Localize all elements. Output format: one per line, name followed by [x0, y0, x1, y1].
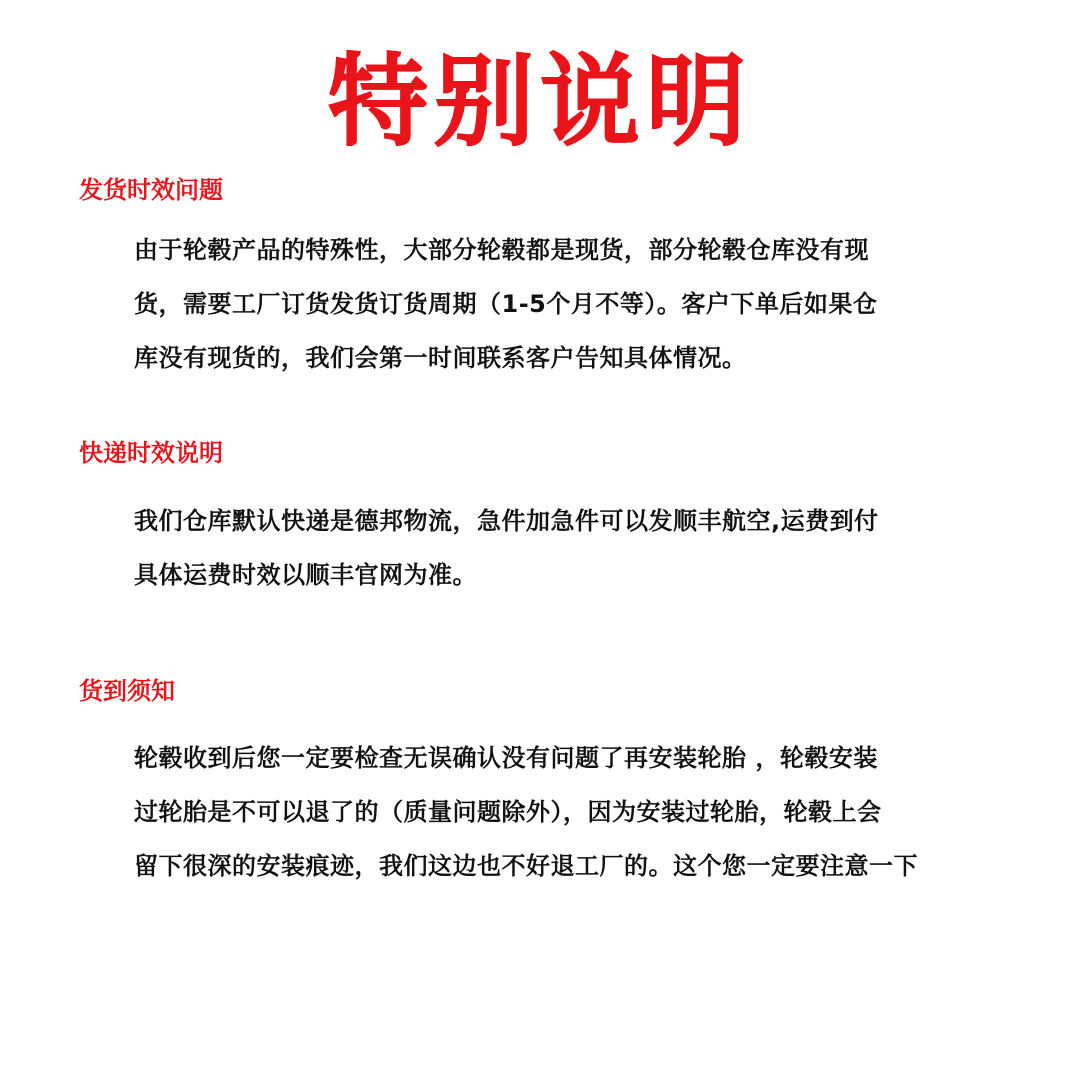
section-text-line: 我们仓库默认快递是德邦物流，急件加急件可以发顺丰航空,运费到付: [134, 507, 879, 535]
page-title: 特别说明: [328, 43, 752, 160]
section-heading-arrival-notice: 货到须知: [79, 677, 175, 705]
section-text-line: 具体运费时效以顺丰官网为准。: [134, 561, 477, 589]
section-heading-express-time: 快递时效说明: [79, 439, 223, 467]
section-text-line: 库没有现货的，我们会第一时间联系客户告知具体情况。: [134, 344, 747, 372]
section-text-line: 由于轮毂产品的特殊性，大部分轮毂都是现货，部分轮毂仓库没有现: [134, 236, 869, 264]
section-text-line: 轮毂收到后您一定要检查无误确认没有问题了再安装轮胎 ，轮毂安装: [134, 744, 878, 772]
section-text-line: 过轮胎是不可以退了的（质量问题除外），因为安装过轮胎，轮毂上会: [134, 798, 882, 826]
section-text-line: 留下很深的安装痕迹，我们这边也不好退工厂的。这个您一定要注意一下: [134, 852, 918, 880]
section-text-line: 货，需要工厂订货发货订货周期（1-5个月不等）。客户下单后如果仓: [134, 290, 878, 318]
section-heading-shipping-time: 发货时效问题: [79, 176, 223, 204]
